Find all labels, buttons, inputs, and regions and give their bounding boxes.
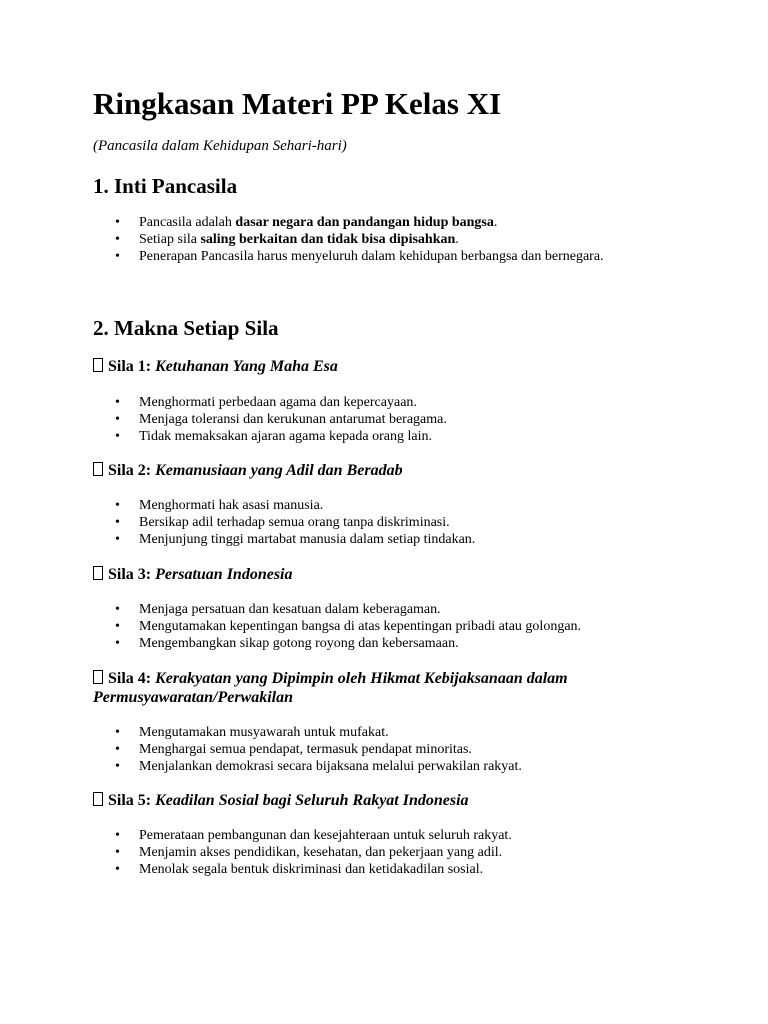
sila-name: Keadilan Sosial bagi Seluruh Rakyat Indonesia <box>155 792 469 809</box>
list-item: • Menghormati perbedaan agama dan kepercayaan. <box>115 394 447 411</box>
list-item-bold-text: saling berkaitan dan tidak bisa dipisahkan <box>200 232 456 247</box>
sila-1-list <box>115 394 447 445</box>
page-subtitle: (Pancasila dalam Kehidupan Sehari-hari) <box>93 138 347 154</box>
list-item-text: Setiap sila <box>139 232 201 247</box>
list-item: • Menjaga persatuan dan kesatuan dalam keberagaman. <box>115 601 581 618</box>
list-item <box>115 248 604 265</box>
sila-5-list <box>115 827 512 878</box>
section-1-heading: 1. Inti Pancasila <box>93 174 238 198</box>
page-title: Ringkasan Materi PP Kelas XI <box>93 86 502 121</box>
list-item: • Menjunjung tinggi martabat manusia dalam setiap tindakan. <box>115 531 475 548</box>
list-item: • Pemerataan pembangunan dan kesejahteraan untuk seluruh rakyat. <box>115 827 512 844</box>
sila-name: Persatuan Indonesia <box>155 566 293 583</box>
sila-name: Kemanusiaan yang Adil dan Beradab <box>155 462 403 479</box>
sila-label: Sila 1: <box>108 358 156 375</box>
sila-3-list <box>115 601 581 652</box>
sila-5-heading <box>93 791 693 810</box>
list-item: • Menolak segala bentuk diskriminasi dan ketidakadilan sosial. <box>115 861 512 878</box>
list-item <box>115 231 604 248</box>
sila-name: Ketuhanan Yang Maha Esa <box>155 358 338 375</box>
list-item: • Mengutamakan kepentingan bangsa di atas kepentingan pribadi atau golongan. <box>115 618 581 635</box>
missing-glyph-box-icon <box>93 792 103 806</box>
list-item: • Tidak memaksakan ajaran agama kepada orang lain. <box>115 428 447 445</box>
list-item: • Bersikap adil terhadap semua orang tanpa diskriminasi. <box>115 514 475 531</box>
sila-label: Sila 4: <box>108 670 156 687</box>
list-item: • Mengutamakan musyawarah untuk mufakat. <box>115 724 522 741</box>
list-item-bold-text: dasar negara dan pandangan hidup bangsa <box>235 215 494 230</box>
sila-1-heading <box>93 357 693 376</box>
section-1-list <box>115 214 604 265</box>
list-item: • Menjalankan demokrasi secara bijaksana melalui perwakilan rakyat. <box>115 758 522 775</box>
list-item-text: . <box>455 232 459 247</box>
missing-glyph-box-icon <box>93 670 103 684</box>
list-item: • Menghargai semua pendapat, termasuk pendapat minoritas. <box>115 741 522 758</box>
sila-3-heading <box>93 565 693 584</box>
missing-glyph-box-icon <box>93 566 103 580</box>
list-item: • Menjamin akses pendidikan, kesehatan, dan pekerjaan yang adil. <box>115 844 512 861</box>
list-item-text: . <box>493 215 498 230</box>
missing-glyph-box-icon <box>93 462 103 476</box>
list-item <box>115 214 604 231</box>
list-item-text: Penerapan Pancasila harus menyeluruh dalam kehidupan berbangsa dan bernegara. <box>139 249 604 264</box>
sila-label: Sila 3: <box>108 566 156 583</box>
list-item: • Menghormati hak asasi manusia. <box>115 497 475 514</box>
list-item-text: Pancasila adalah <box>139 215 236 230</box>
sila-4-list <box>115 724 522 775</box>
list-item: • Mengembangkan sikap gotong royong dan kebersamaan. <box>115 635 581 652</box>
section-2-heading: 2. Makna Setiap Sila <box>93 316 279 340</box>
sila-2-list <box>115 497 475 548</box>
sila-label: Sila 2: <box>108 462 156 479</box>
missing-glyph-box-icon <box>93 358 103 372</box>
sila-label: Sila 5: <box>108 792 156 809</box>
sila-2-heading <box>93 461 693 480</box>
sila-4-heading <box>93 669 693 707</box>
list-item: • Menjaga toleransi dan kerukunan antarumat beragama. <box>115 411 447 428</box>
sila-name: Kerakyatan yang Dipimpin oleh Hikmat Kebijaksanaan dalam Permusyawaratan/Perwakilan <box>93 670 568 706</box>
